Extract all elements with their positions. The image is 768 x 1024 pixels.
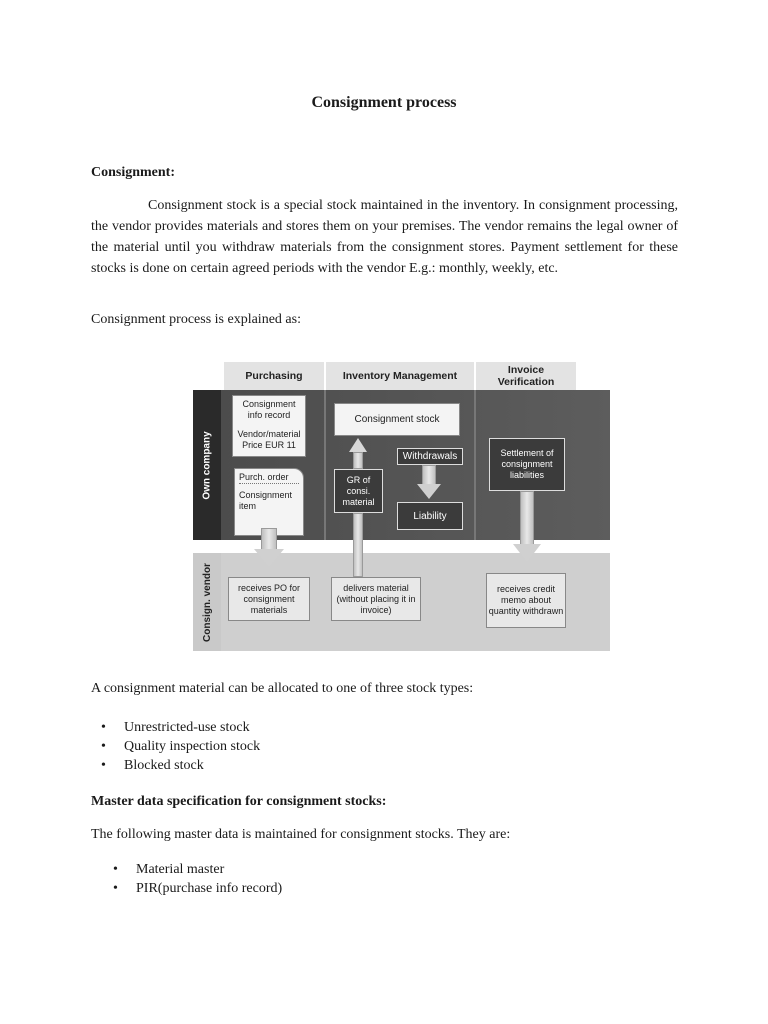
page-title: Consignment process bbox=[311, 94, 457, 111]
gr-of-consi-material-box: GR of consi. material bbox=[334, 469, 383, 513]
master-data-intro: The following master data is maintained for consignment stocks. They are: bbox=[91, 827, 511, 842]
paragraph-rest: the vendor provides materials and stores them on your premises. The vendor remains the legal owner of the material until you withdraw materials from the consignment stores. Payment settlement for these stocks is done on certain agreed periods with the vendor E.g.: monthly, weekly, etc. bbox=[91, 219, 678, 276]
withdrawals-box: Withdrawals bbox=[397, 448, 463, 465]
purch-order-title: Purch. order bbox=[239, 472, 299, 484]
list-item: • Material master bbox=[91, 860, 282, 879]
consignment-paragraph bbox=[91, 195, 678, 279]
purchase-order-document bbox=[234, 468, 304, 536]
arrow-down-head bbox=[417, 484, 441, 499]
list-item: • Unrestricted-use stock bbox=[91, 718, 260, 737]
consignment-process-diagram bbox=[193, 356, 610, 651]
consignment-info-record-box bbox=[232, 395, 306, 457]
stock-types-list bbox=[91, 718, 260, 775]
settlement-box: Settlement of consignment liabilities bbox=[489, 438, 565, 491]
column-divider bbox=[474, 390, 476, 540]
purch-order-item: Consignment item bbox=[239, 490, 293, 511]
list-item: • Quality inspection stock bbox=[91, 737, 260, 756]
column-inventory-management: Inventory Management bbox=[326, 362, 474, 390]
receives-credit-memo-box: receives credit memo about quantity withdrawn bbox=[486, 573, 566, 628]
receives-po-box: receives PO for consignment materials bbox=[228, 577, 310, 621]
arrow-up-head bbox=[349, 438, 367, 452]
liability-box: Liability bbox=[397, 502, 463, 530]
explained-line: Consignment process is explained as: bbox=[91, 312, 301, 327]
paragraph-lead: Consignment stock is a special stock maintained in the inventory. In consignment processing, bbox=[148, 198, 678, 213]
master-data-list bbox=[91, 860, 282, 898]
column-invoice-verification: Invoice Verification bbox=[476, 362, 576, 390]
consignment-stock-box: Consignment stock bbox=[334, 403, 460, 436]
column-purchasing: Purchasing bbox=[224, 362, 324, 390]
section-heading-consignment: Consignment: bbox=[91, 165, 176, 180]
info-record-title: Consignment info record bbox=[242, 399, 296, 420]
arrow-down-head bbox=[513, 544, 541, 562]
info-record-detail: Vendor/material Price EUR 11 bbox=[237, 429, 301, 450]
arrow-up-gr bbox=[353, 452, 363, 469]
row-label-consign-vendor: Consign. vendor bbox=[193, 553, 221, 651]
list-item: • PIR(purchase info record) bbox=[91, 879, 282, 898]
stock-types-intro: A consignment material can be allocated to one of three stock types: bbox=[91, 681, 474, 696]
arrow-down-purchasing bbox=[261, 528, 277, 550]
delivers-material-box: delivers material (without placing it in invoice) bbox=[331, 577, 421, 621]
row-label-own-company: Own company bbox=[193, 390, 221, 540]
arrow-down-head bbox=[254, 549, 284, 567]
arrow-up-delivers bbox=[353, 513, 363, 577]
arrow-down-settlement bbox=[520, 491, 534, 546]
list-item: • Blocked stock bbox=[91, 756, 260, 775]
column-divider bbox=[324, 390, 326, 540]
arrow-down-withdrawals bbox=[422, 465, 436, 485]
section-heading-master-data: Master data specification for consignment stocks: bbox=[91, 794, 387, 809]
